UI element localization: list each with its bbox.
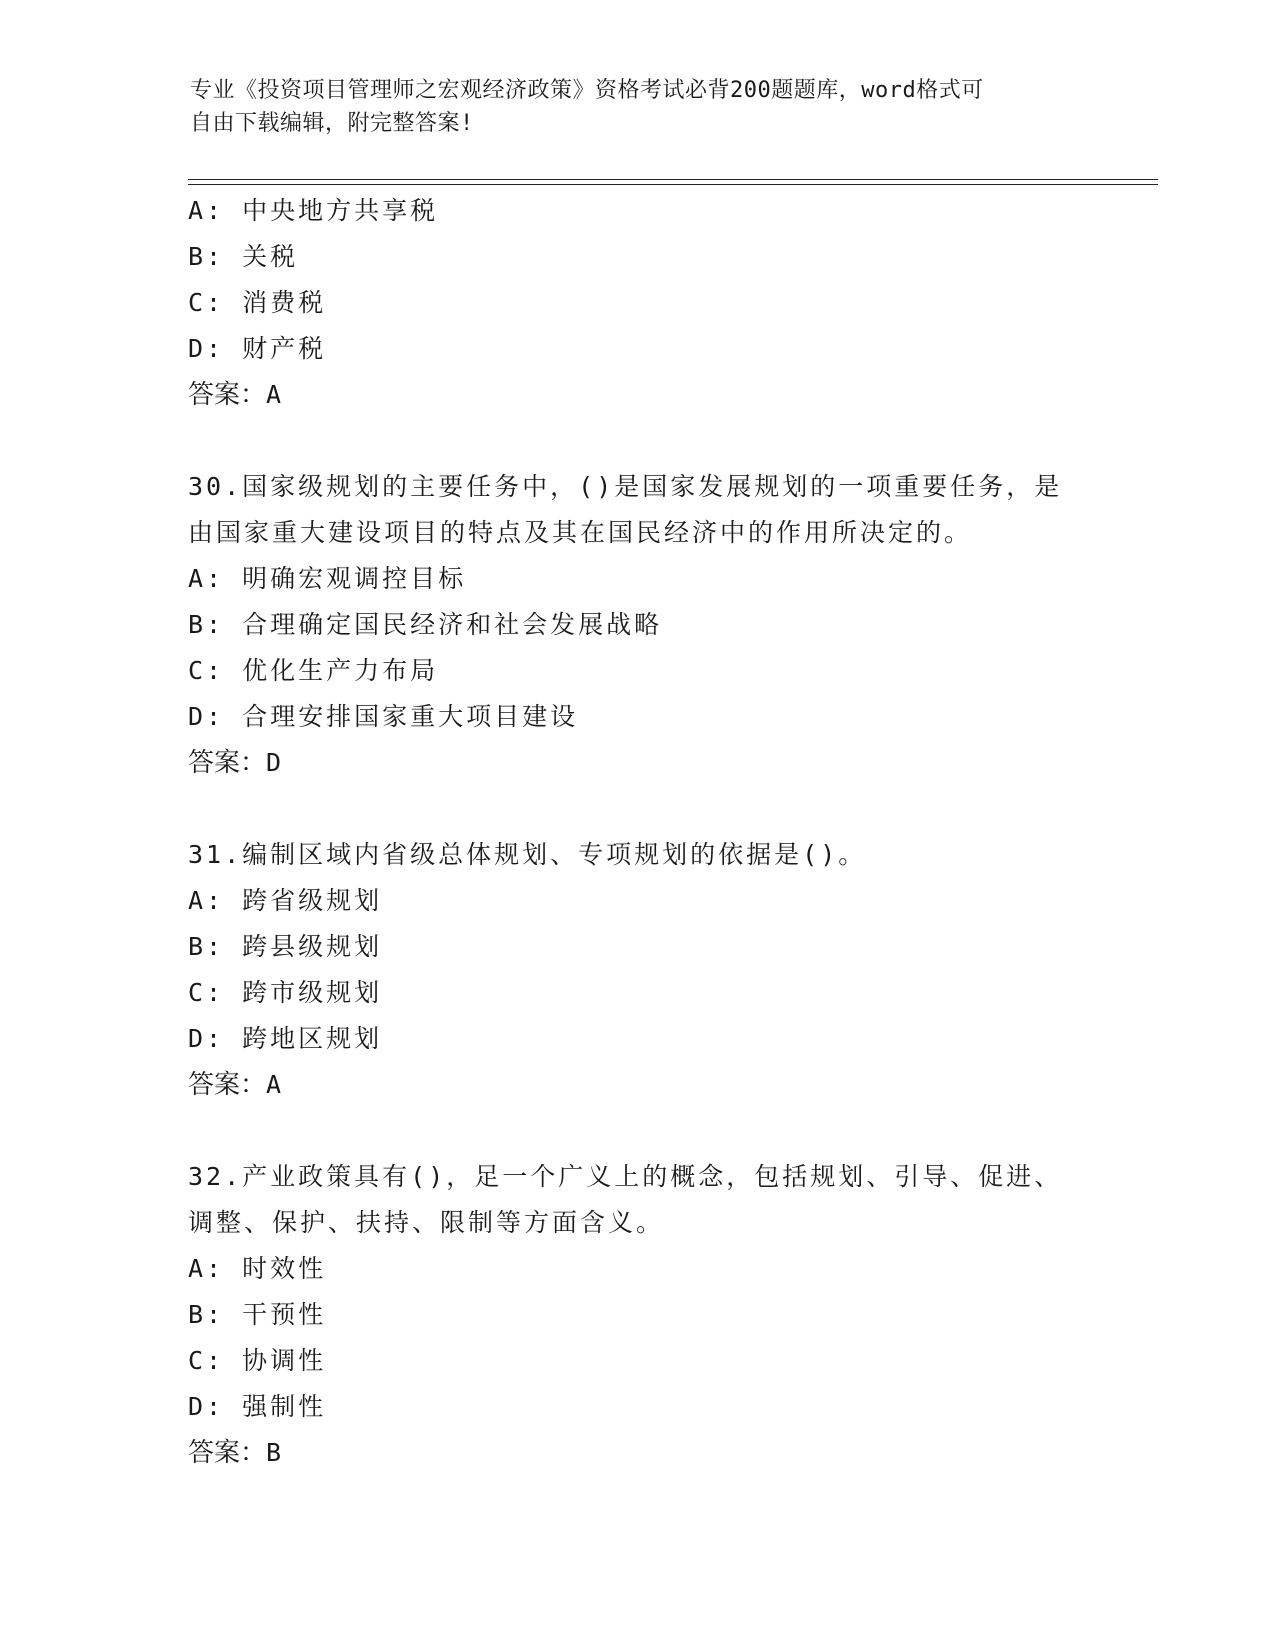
answer-label: 答案： (188, 1070, 267, 1100)
header-line-1: 专业《投资项目管理师之宏观经济政策》资格考试必背200题题库，word格式可 (190, 78, 984, 103)
question-text: 由国家重大建设项目的特点及其在国民经济中的作用所决定的。 (188, 518, 973, 547)
answer-line (188, 372, 1148, 418)
option-d: D: 合理安排国家重大项目建设 (188, 702, 579, 731)
answer-value: B (266, 1438, 282, 1467)
answer-label: 答案： (188, 380, 267, 410)
question-text: 31.编制区域内省级总体规划、专项规划的依据是()。 (188, 840, 867, 869)
option-c: C: 优化生产力布局 (188, 656, 439, 685)
answer-label: 答案： (188, 1438, 267, 1468)
question-list (188, 188, 1148, 1476)
question-block (188, 464, 1148, 786)
option-b: B: 关税 (188, 242, 299, 271)
option-a: A: 时效性 (188, 1254, 327, 1283)
option-b: B: 合理确定国民经济和社会发展战略 (188, 610, 663, 639)
question-block (188, 832, 1148, 1108)
option-b: B: 干预性 (188, 1300, 327, 1329)
option-c: C: 跨市级规划 (188, 978, 383, 1007)
answer-value: A (266, 380, 282, 409)
option-a: A: 跨省级规划 (188, 886, 383, 915)
question-block (188, 1154, 1148, 1476)
answer-label: 答案： (188, 748, 267, 778)
answer-value: A (266, 1070, 282, 1099)
header-rule-top (188, 179, 1158, 180)
document-header (190, 74, 1090, 140)
question-text: 调整、保护、扶持、限制等方面含义。 (188, 1208, 665, 1237)
option-a: A: 中央地方共享税 (188, 196, 439, 225)
answer-value: D (266, 748, 282, 777)
question-text: 30.国家级规划的主要任务中，()是国家发展规划的一项重要任务，是 (188, 472, 1063, 501)
option-c: C: 消费税 (188, 288, 327, 317)
option-d: D: 强制性 (188, 1392, 327, 1421)
question-text: 32.产业政策具有()，足一个广义上的概念，包括规划、引导、促进、 (188, 1162, 1063, 1191)
option-d: D: 跨地区规划 (188, 1024, 383, 1053)
option-a: A: 明确宏观调控目标 (188, 564, 467, 593)
answer-line (188, 740, 1148, 786)
header-line-2: 自由下载编辑，附完整答案! (190, 111, 474, 136)
header-rule-bottom (188, 184, 1158, 185)
option-b: B: 跨县级规划 (188, 932, 383, 961)
answer-line (188, 1430, 1148, 1476)
question-block (188, 188, 1148, 418)
option-c: C: 协调性 (188, 1346, 327, 1375)
option-d: D: 财产税 (188, 334, 327, 363)
answer-line (188, 1062, 1148, 1108)
